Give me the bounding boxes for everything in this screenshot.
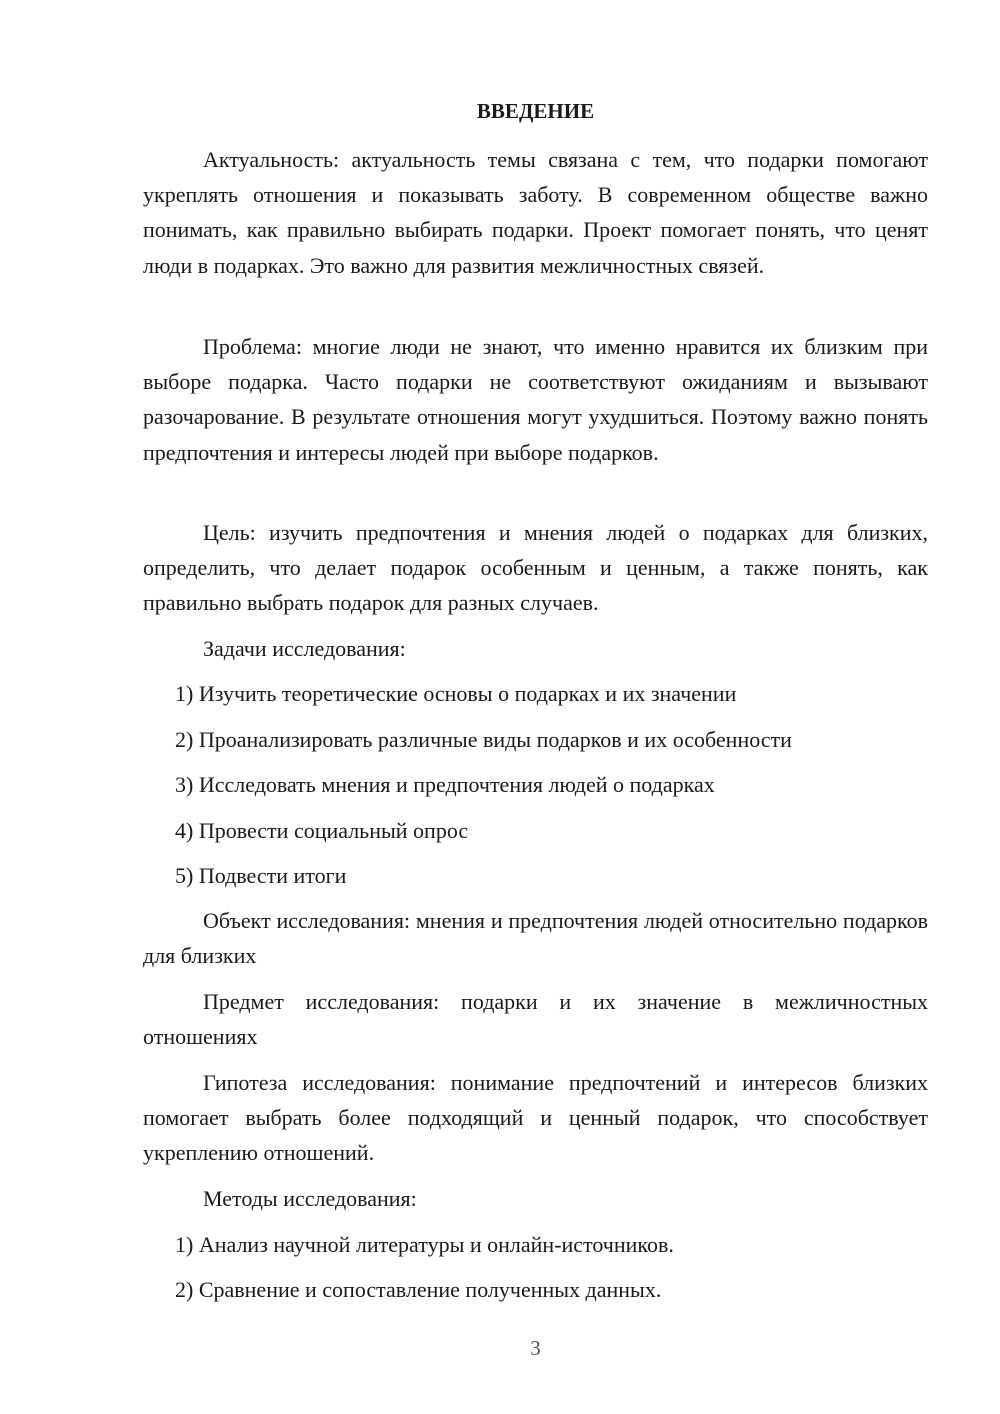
task-item: 3) Исследовать мнения и предпочтения людей о подарках <box>175 772 715 797</box>
goal-paragraph: Цель: изучить предпочтения и мнения людей о подарках для близких, определить, что делает подарок особенным и ценным, а также понять, как правильно выбрать подарок для разных случаев. <box>143 520 928 616</box>
task-item: 1) Изучить теоретические основы о подарках и их значении <box>175 681 737 706</box>
hypothesis-paragraph: Гипотеза исследования: понимание предпочтений и интересов близких помогает выбрать более подходящий и ценный подарок, что способствует укреплению отношений. <box>143 1070 928 1166</box>
tasks-title: Задачи исследования: <box>203 636 406 661</box>
method-item: 1) Анализ научной литературы и онлайн-источников. <box>175 1232 674 1257</box>
task-item: 5) Подвести итоги <box>175 863 347 888</box>
subject-paragraph: Предмет исследования: подарки и их значение в межличностных отношениях <box>143 989 928 1050</box>
object-paragraph: Объект исследования: мнения и предпочтения людей относительно подарков для близких <box>143 908 928 969</box>
document-page <box>143 0 928 1414</box>
relevance-paragraph: Актуальность: актуальность темы связана с тем, что подарки помогают укреплять отношения и показывать заботу. В современном обществе важно понимать, как правильно выбирать подарки. Проект помогает понять, что ценят люди в подарках. Это важно для развития межличностных связей. <box>143 147 928 278</box>
problem-paragraph: Проблема: многие люди не знают, что именно нравится их близким при выборе подарка. Часто подарки не соответствуют ожиданиям и вызывают разочарование. В результате отношения могут ухудшиться. Поэтому важно понять предпочтения и интересы людей при выборе подарков. <box>143 334 928 465</box>
methods-title: Методы исследования: <box>203 1186 417 1211</box>
task-item: 2) Проанализировать различные виды подарков и их особенности <box>175 727 792 752</box>
page-number: 3 <box>530 1336 541 1360</box>
method-item: 2) Сравнение и сопоставление полученных данных. <box>175 1277 662 1302</box>
section-heading: ВВЕДЕНИЕ <box>476 99 595 123</box>
task-item: 4) Провести социальный опрос <box>175 818 469 843</box>
